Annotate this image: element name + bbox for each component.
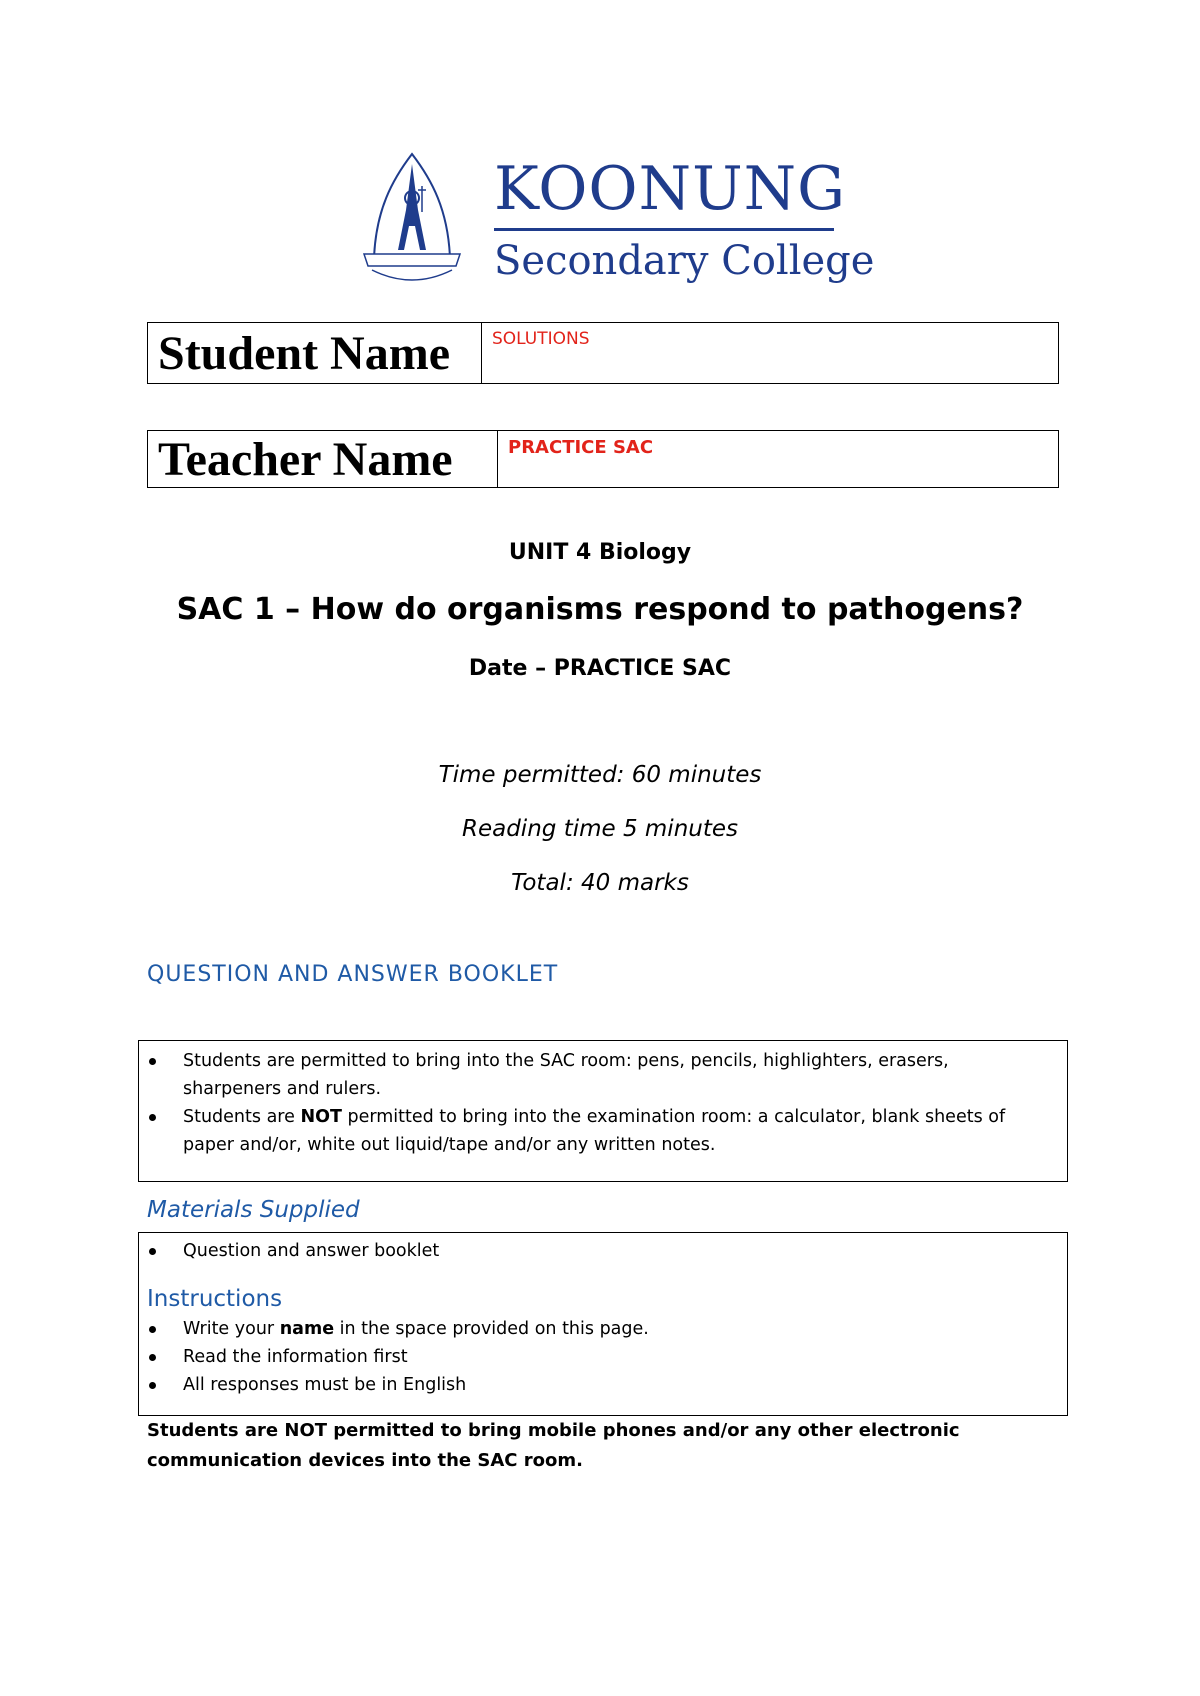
logo-divider	[494, 228, 834, 231]
list-item	[139, 1343, 1067, 1371]
total-marks: Total: 40 marks	[511, 870, 689, 896]
college-crest-icon	[362, 150, 462, 290]
reading-time: Reading time 5 minutes	[461, 816, 739, 842]
instruction-text: Write your	[183, 1319, 280, 1339]
student-name-field[interactable]: SOLUTIONS	[492, 329, 590, 349]
college-name-line2: Secondary College	[494, 238, 875, 284]
list-item	[139, 1047, 1067, 1103]
permitted-items-box	[138, 1040, 1068, 1182]
teacher-name-label: Teacher Name	[148, 431, 498, 487]
instruction-text: All responses must be in English	[183, 1375, 467, 1395]
student-name-label: Student Name	[148, 323, 482, 383]
permitted-item-text: permitted to bring into the examination room: a calculator, blank sheets of paper and/or, white out liquid/tape and/or any written notes.	[183, 1107, 1006, 1155]
list-item	[139, 1103, 1067, 1159]
booklet-heading: QUESTION AND ANSWER BOOKLET	[147, 962, 559, 987]
instruction-text: in the space provided on this page.	[334, 1319, 649, 1339]
page-title: SAC 1 – How do organisms respond to pathogens?	[176, 592, 1024, 627]
emphasis-text: name	[279, 1319, 335, 1339]
materials-instructions-box	[138, 1232, 1068, 1416]
instructions-heading: Instructions	[147, 1286, 283, 1312]
instruction-text: Read the information first	[183, 1347, 408, 1367]
date-line: Date – PRACTICE SAC	[468, 656, 732, 681]
material-item-text: Question and answer booklet	[183, 1241, 440, 1261]
teacher-name-field[interactable]: PRACTICE SAC	[508, 437, 654, 458]
college-logo	[362, 150, 875, 290]
list-item	[139, 1371, 1067, 1399]
permitted-item-text: Students are	[183, 1107, 301, 1127]
unit-heading: UNIT 4 Biology	[508, 540, 692, 565]
phone-warning: Students are NOT permitted to bring mobile phones and/or any other electronic communication devices into the SAC room.	[147, 1420, 960, 1471]
time-permitted: Time permitted: 60 minutes	[438, 762, 762, 788]
permitted-item-text: Students are permitted to bring into the SAC room: pens, pencils, highlighters, erasers, sharpeners and rulers.	[183, 1051, 949, 1099]
list-item	[139, 1237, 1067, 1265]
emphasis-text: NOT	[300, 1107, 342, 1127]
student-name-box	[147, 322, 1059, 384]
teacher-name-box	[147, 430, 1059, 488]
college-name-line1: KOONUNG	[494, 154, 847, 224]
list-item	[139, 1315, 1067, 1343]
materials-heading: Materials Supplied	[147, 1197, 360, 1223]
